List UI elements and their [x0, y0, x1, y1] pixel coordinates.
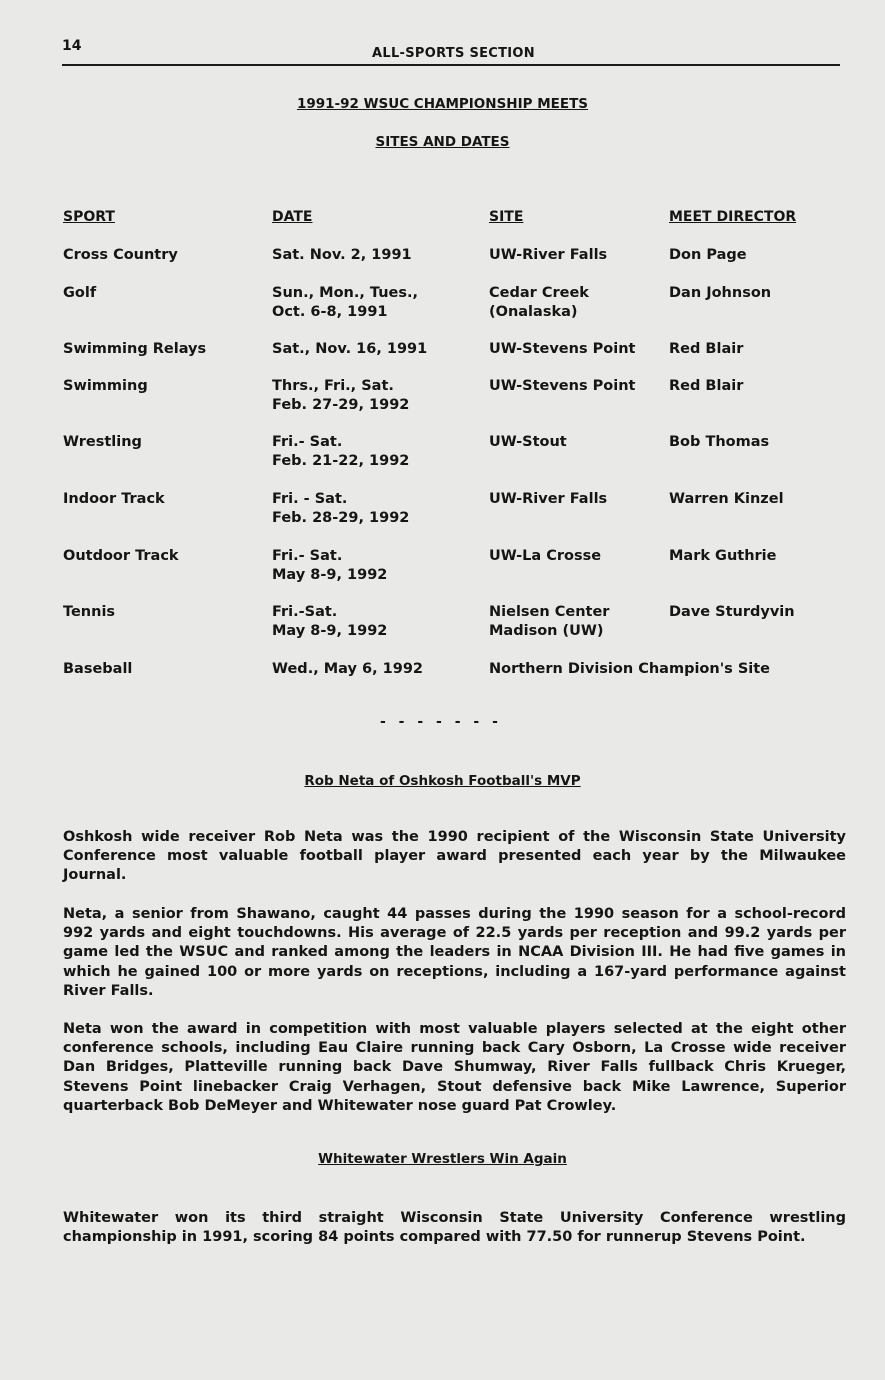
section-divider: - - - - - - - — [380, 714, 502, 730]
site-cell-line2: Madison (UW) — [489, 623, 604, 639]
sport-cell: Outdoor Track — [63, 548, 179, 564]
date-cell-line2: Feb. 27-29, 1992 — [272, 397, 410, 413]
sport-cell: Baseball — [63, 661, 133, 677]
col-header-sport: SPORT — [63, 209, 115, 225]
site-cell: Northern Division Champion's Site — [489, 661, 771, 677]
sport-cell: Swimming Relays — [63, 341, 207, 357]
site-cell: UW-Stevens Point — [489, 341, 636, 357]
story2-headline: Whitewater Wrestlers Win Again — [318, 1151, 567, 1167]
date-cell: Fri. - Sat. — [272, 491, 348, 507]
page-header — [62, 38, 840, 66]
col-header-date: DATE — [272, 209, 313, 225]
date-cell: Fri.-Sat. — [272, 604, 338, 620]
page-subtitle: SITES AND DATES — [375, 134, 510, 150]
col-header-director: MEET DIRECTOR — [669, 209, 797, 225]
section-title: ALL-SPORTS SECTION — [372, 46, 535, 61]
director-cell: Don Page — [669, 247, 747, 263]
date-cell: Sat., Nov. 16, 1991 — [272, 341, 428, 357]
date-cell: Fri.- Sat. — [272, 548, 343, 564]
date-cell-line2: Oct. 6-8, 1991 — [272, 304, 388, 320]
date-cell-line2: May 8-9, 1992 — [272, 623, 388, 639]
director-cell: Warren Kinzel — [669, 491, 784, 507]
story1-paragraph: Neta, a senior from Shawano, caught 44 passes during the 1990 season for a school-record 992 yards and eight touchdowns. His average of 22.5 yards per reception and 99.2 yards per game led the WSUC and ranked among the leaders in NCAA Division III. He had five games in which he gained 100 or more yards on receptions, including a 167-yard performance against River Falls. — [63, 906, 846, 999]
story1-paragraph: Oshkosh wide receiver Rob Neta was the 1990 recipient of the Wisconsin State University Conference most valuable football player award presented each year by the Milwaukee Journal. — [63, 829, 846, 884]
story2-paragraph: Whitewater won its third straight Wisconsin State University Conference wrestling championship in 1991, scoring 84 points compared with 77.50 for runnerup Stevens Point. — [63, 1210, 846, 1246]
sport-cell: Cross Country — [63, 247, 178, 263]
site-cell: Nielsen Center — [489, 604, 610, 620]
col-header-site: SITE — [489, 209, 524, 225]
date-cell: Thrs., Fri., Sat. — [272, 378, 394, 394]
date-cell: Wed., May 6, 1992 — [272, 661, 424, 677]
story1-paragraph: Neta won the award in competition with most valuable players selected at the eight other conference schools, including Eau Claire running back Cary Osborn, La Crosse wide receiver Dan Bridges, Platteville running back Dave Shumway, River Falls fullback Chris Krueger, Stevens Point linebacker Craig Verhagen, Stout defensive back Mike Lawrence, Superior quarterback Bob DeMeyer and Whitewater nose guard Pat Crowley. — [63, 1021, 846, 1114]
date-cell-line2: May 8-9, 1992 — [272, 567, 388, 583]
site-cell: UW-La Crosse — [489, 548, 602, 564]
director-cell: Dan Johnson — [669, 285, 772, 301]
date-cell-line2: Feb. 21-22, 1992 — [272, 453, 410, 469]
sport-cell: Wrestling — [63, 434, 142, 450]
director-cell: Mark Guthrie — [669, 548, 777, 564]
sport-cell: Golf — [63, 285, 97, 301]
site-cell: UW-Stout — [489, 434, 567, 450]
date-cell: Sun., Mon., Tues., — [272, 285, 419, 301]
date-cell: Fri.- Sat. — [272, 434, 343, 450]
site-cell: UW-Stevens Point — [489, 378, 636, 394]
page-number: 14 — [62, 38, 82, 54]
site-cell: UW-River Falls — [489, 247, 608, 263]
sport-cell: Swimming — [63, 378, 148, 394]
date-cell: Sat. Nov. 2, 1991 — [272, 247, 412, 263]
site-cell: Cedar Creek — [489, 285, 589, 301]
director-cell: Dave Sturdyvin — [669, 604, 795, 620]
sport-cell: Indoor Track — [63, 491, 165, 507]
date-cell-line2: Feb. 28-29, 1992 — [272, 510, 410, 526]
director-cell: Red Blair — [669, 378, 744, 394]
page-title: 1991-92 WSUC CHAMPIONSHIP MEETS — [296, 96, 589, 112]
site-cell-line2: (Onalaska) — [489, 304, 578, 320]
sport-cell: Tennis — [63, 604, 116, 620]
site-cell: UW-River Falls — [489, 491, 608, 507]
story1-headline: Rob Neta of Oshkosh Football's MVP — [304, 773, 581, 789]
director-cell: Bob Thomas — [669, 434, 770, 450]
director-cell: Red Blair — [669, 341, 744, 357]
